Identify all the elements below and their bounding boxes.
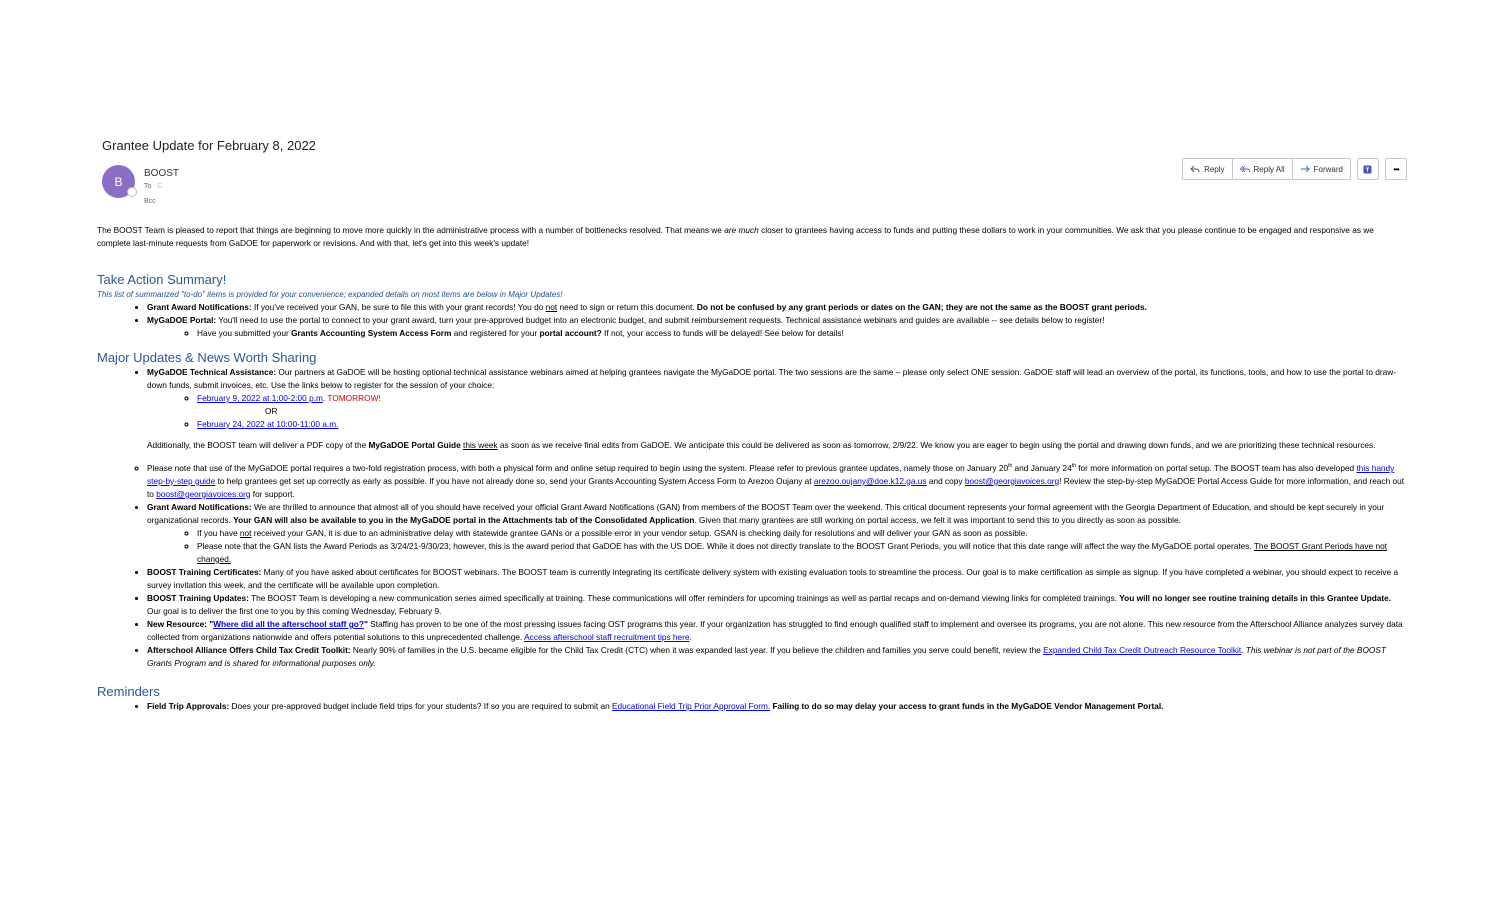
item-bold: Do not be confused by any grant periods or dates on the GAN; they are not the same as the BOOST grant periods. [696, 302, 1147, 312]
reply-all-button[interactable] [1233, 159, 1293, 179]
list-item: ◦ February 9, 2022 at 1:00-2:00 p.m. TOMORROW! [197, 392, 1407, 405]
item-text: Our partners at GaDOE will be hosting optional technical assistance webinars aimed at helping grantees navigate the MyGaDOE portal. The two sessions are the same – please only select ONE session. GaDOE staff will lead an overview of the portal, its functions, tools, and how to use the portal to draw-down funds, submit invoices, etc. Use the links below to register for the session of your choice: [147, 367, 1396, 390]
list-item [197, 540, 1407, 566]
to-label: To [144, 183, 152, 190]
superscript: th [1071, 463, 1076, 469]
more-icon: ••• [1393, 164, 1399, 174]
item-bold: Failing to do so may delay your access to grant funds in the MyGaDOE Vendor Management Portal. [770, 700, 1164, 711]
field-trip-form-link[interactable]: Educational Field Trip Prior Approval Form. [612, 700, 771, 711]
sub-list [147, 527, 1407, 566]
item-bold: MyGaDOE Portal Guide [368, 440, 461, 450]
intro-emphasis: are much [724, 225, 759, 235]
session-1-link[interactable]: February 9, 2022 at 1:00-2:00 p.m [197, 393, 323, 403]
sub-list [147, 392, 1407, 405]
item-text: Does your pre-approved budget include field trips for your students? If so you are required to submit an [229, 700, 613, 711]
item-bold: Your GAN will also be available to you in the MyGaDOE portal in the Attachments tab of the Consolidated Application [233, 514, 695, 525]
sub-list [147, 418, 1407, 431]
intro-text: The BOOST Team is pleased to report that things are beginning to move more quickly in the administrative process with a number of bottlenecks resolved. That means we [97, 225, 725, 235]
presence-indicator [127, 187, 137, 197]
forward-icon [1300, 164, 1310, 174]
item-text: as soon as we receive final edits from GaDOE. We anticipate this could be delivered as soon as tomorrow, 2/9/22. We know you are eager to begin using the portal and drawing down funds, and we are prioritizing these technical resources. [497, 440, 1376, 450]
item-text: and copy [926, 475, 965, 486]
item-text: to help grantees get set up correctly as early as possible. If you have not already done so, send your Grants Accounting System Access Form to Arezoo Oujany at [215, 475, 814, 486]
take-action-note: This list of summarized "to-do" items is provided for your convenience; expanded details on most items are below in Major Updates! [97, 290, 563, 299]
item-text: not [545, 302, 558, 312]
take-action-heading: Take Action Summary! [97, 272, 227, 287]
major-updates-list [97, 366, 1407, 460]
item-text: If you've received your GAN, be sure to file this with your grant records! You do [251, 302, 546, 312]
reply-button-group [1182, 158, 1351, 180]
major-updates-list-continued [97, 501, 1407, 670]
list-item [147, 301, 1407, 314]
list-item [147, 618, 1407, 644]
item-label: New Resource: " [147, 618, 214, 629]
item-bold: You will no longer see routine training details in this Grantee Update. [1119, 592, 1392, 603]
take-action-list [97, 301, 1407, 340]
major-updates-heading: Major Updates & News Worth Sharing [97, 350, 317, 365]
item-text: The BOOST Grant Periods have not changed. [197, 540, 1387, 564]
item-text: need to sign or return this document. [557, 302, 697, 312]
item-label: MyGaDOE Technical Assistance: [147, 367, 277, 377]
arezoo-email-link[interactable]: arezoo.oujany@doe.k12.ga.us [813, 475, 927, 486]
item-bold: portal account? [539, 328, 602, 338]
list-item [147, 592, 1407, 618]
item-text: If not, your access to funds will be delayed! See below for details! [601, 328, 844, 338]
list-item [147, 700, 1407, 713]
item-text: Please note that use of the MyGaDOE portal requires a two-fold registration process, with both a physical form and online setup required to begin using the system. Please refer to previous grantee updates, namely those on January 20 [147, 462, 1009, 473]
recruitment-tips-link[interactable]: Access afterschool staff recruitment tips here [524, 631, 690, 642]
item-text: for support. [250, 488, 295, 499]
list-item [147, 366, 1407, 460]
item-label: BOOST Training Certificates: [147, 566, 262, 577]
item-text: ! Review the step-by-step MyGaDOE Portal Access Guide for more information, and reach out to [147, 475, 1405, 499]
item-text: not [239, 527, 252, 538]
item-text: . Given that many grantees are still working on portal access, we felt it was important to send this to you directly as soon as possible. [694, 514, 1181, 525]
item-text: received your GAN, it is due to an administrative delay with statewide grantee GANs or a possible error in your vendor setup. GSAN is checking daily for resolutions and will deliver your GAN as soon as possible. [251, 527, 1028, 538]
item-text: . [1241, 644, 1246, 655]
item-emphasis: This webinar is not part of the BOOST Grants Program and is shared for informational purposes only. [147, 644, 1386, 668]
item-text: If you have [197, 527, 240, 538]
list-item [147, 460, 1407, 501]
session-2-link[interactable]: February 24, 2022 at 10:00-11:00 a.m. [197, 419, 339, 429]
afterschool-staff-link[interactable]: Where did all the afterschool staff go? [213, 618, 364, 629]
reply-all-icon [1240, 164, 1250, 174]
item-text: Please note that the GAN lists the Award Periods as 3/24/21-9/30/23; however, this is the award period that GaDOE has with the US DOE. While it does not directly translate to the BOOST Grant Periods, you will notice that this date range will affect the way the MyGaDOE portal operates. [197, 540, 1254, 551]
item-bold: Grants Accounting System Access Form [291, 328, 452, 338]
avatar[interactable] [102, 165, 135, 198]
reply-button[interactable] [1183, 159, 1232, 179]
forward-label: Forward [1313, 164, 1343, 174]
sender-name[interactable]: BOOST [144, 168, 180, 179]
reply-label: Reply [1204, 164, 1225, 174]
item-text: this week [463, 440, 498, 450]
reply-icon [1190, 164, 1200, 174]
item-text: Staffing has proven to be one of the most pressing issues facing OST programs this year. If your organization has struggled to find enough qualified staff to implement and oversee its programs, you are not alone. This new resource from the Afterschool Alliance analyzes survey data collected from organizations nationwide and offers potential solutions to this unprecedented challenge. [147, 618, 1403, 642]
item-text: Have you submitted your [197, 328, 292, 338]
item-text: The BOOST Team is developing a new communication series aimed specifically at training. These communications will offer reminders for upcoming trainings as well as partial recaps and on-demand viewing links for completed trainings. [248, 592, 1120, 603]
additional-paragraph [147, 439, 1407, 452]
item-text: . [689, 631, 692, 642]
avatar-letter: B [114, 174, 123, 189]
list-item [147, 501, 1407, 566]
item-label: Afterschool Alliance Offers Child Tax Credit Toolkit: [147, 644, 351, 655]
item-label: BOOST Training Updates: [147, 592, 249, 603]
list-item [197, 327, 1407, 340]
email-subject: Grantee Update for February 8, 2022 [102, 138, 316, 153]
or-separator: OR [265, 406, 278, 416]
ctc-toolkit-link[interactable]: Expanded Child Tax Credit Outreach Resource Toolkit [1043, 644, 1242, 655]
to-line [144, 183, 162, 190]
list-item [147, 566, 1407, 592]
superscript: th [1008, 463, 1013, 469]
message-actions [1182, 158, 1407, 180]
intro-text-end: closer to grantees having access to funds and putting these dollars to work in your communities. We ask that you please continue to be engaged and responsive as we complete last-minute requests from GaDOE for paperwork or revisions. And with that, let's get into this week's update! [97, 225, 1374, 248]
item-label: Field Trip Approvals: [147, 700, 230, 711]
item-text: and registered for your [451, 328, 540, 338]
item-text: and January 24 [1012, 462, 1072, 473]
registration-list [97, 460, 1407, 501]
reply-all-label: Reply All [1253, 164, 1285, 174]
list-item [197, 418, 1407, 431]
boost-support-email-link[interactable]: boost@georgiavoices.org [156, 488, 251, 499]
more-actions-button[interactable] [1385, 158, 1407, 180]
reminders-list [97, 700, 1407, 713]
tomorrow-tag: TOMORROW! [327, 393, 381, 403]
item-label: Grant Award Notifications: [147, 501, 252, 512]
item-text: Our goal is to deliver the first one to you by this coming Wednesday, February 9. [147, 605, 442, 616]
list-item [147, 644, 1407, 670]
list-item [147, 314, 1407, 340]
teams-button[interactable] [1357, 158, 1379, 180]
forward-button[interactable] [1293, 159, 1350, 179]
item-text: Many of you have asked about certificates for BOOST webinars. The BOOST team is currently integrating its certificate delivery system with existing evaluation tools to streamline the process. Our goal is to make certification as simple as signup. If you have completed a webinar, you should expect to receive a survey invitation this week, and the certificate will be available upon completion. [147, 566, 1399, 590]
boost-email-link[interactable]: boost@georgiavoices.org [964, 475, 1060, 486]
message-body [97, 224, 1407, 713]
item-text: We are thrilled to announce that almost all of you should have received your official Grant Award Notifications (GAN) from members of the BOOST Team over the weekend. This critical document represents your formal agreement with the Georgia Department of Education, and should be kept securely in your organizational records. [147, 501, 1385, 525]
item-text: Nearly 90% of families in the U.S. became eligible for the Child Tax Credit (CTC) when it was expanded last year. If you believe the children and families you serve could benefit, review the [350, 644, 1044, 655]
teams-icon [1363, 164, 1374, 175]
reminders-heading: Reminders [97, 683, 160, 699]
sub-list [147, 327, 1407, 340]
item-label: Grant Award Notifications: [147, 302, 252, 312]
item-label: MyGaDOE Portal: [147, 315, 217, 325]
item-text: Additionally, the BOOST team will deliver a PDF copy of the [147, 440, 369, 450]
step-by-step-guide-link[interactable]: this handy step-by-step guide [147, 462, 1395, 486]
item-text: You'll need to use the portal to connect to your grant award, turn your pre-approved budget into an electronic budget, and submit reimbursement requests. Technical assistance webinars and guides are available -- see details below to register! [216, 315, 1105, 325]
bcc-label: Bcc [144, 198, 156, 205]
to-value[interactable]: C [157, 183, 163, 190]
item-label: " [363, 618, 368, 629]
list-item [197, 527, 1407, 540]
intro-paragraph [97, 224, 1407, 250]
item-text: for more information on portal setup. The BOOST team has also developed [1075, 462, 1357, 473]
